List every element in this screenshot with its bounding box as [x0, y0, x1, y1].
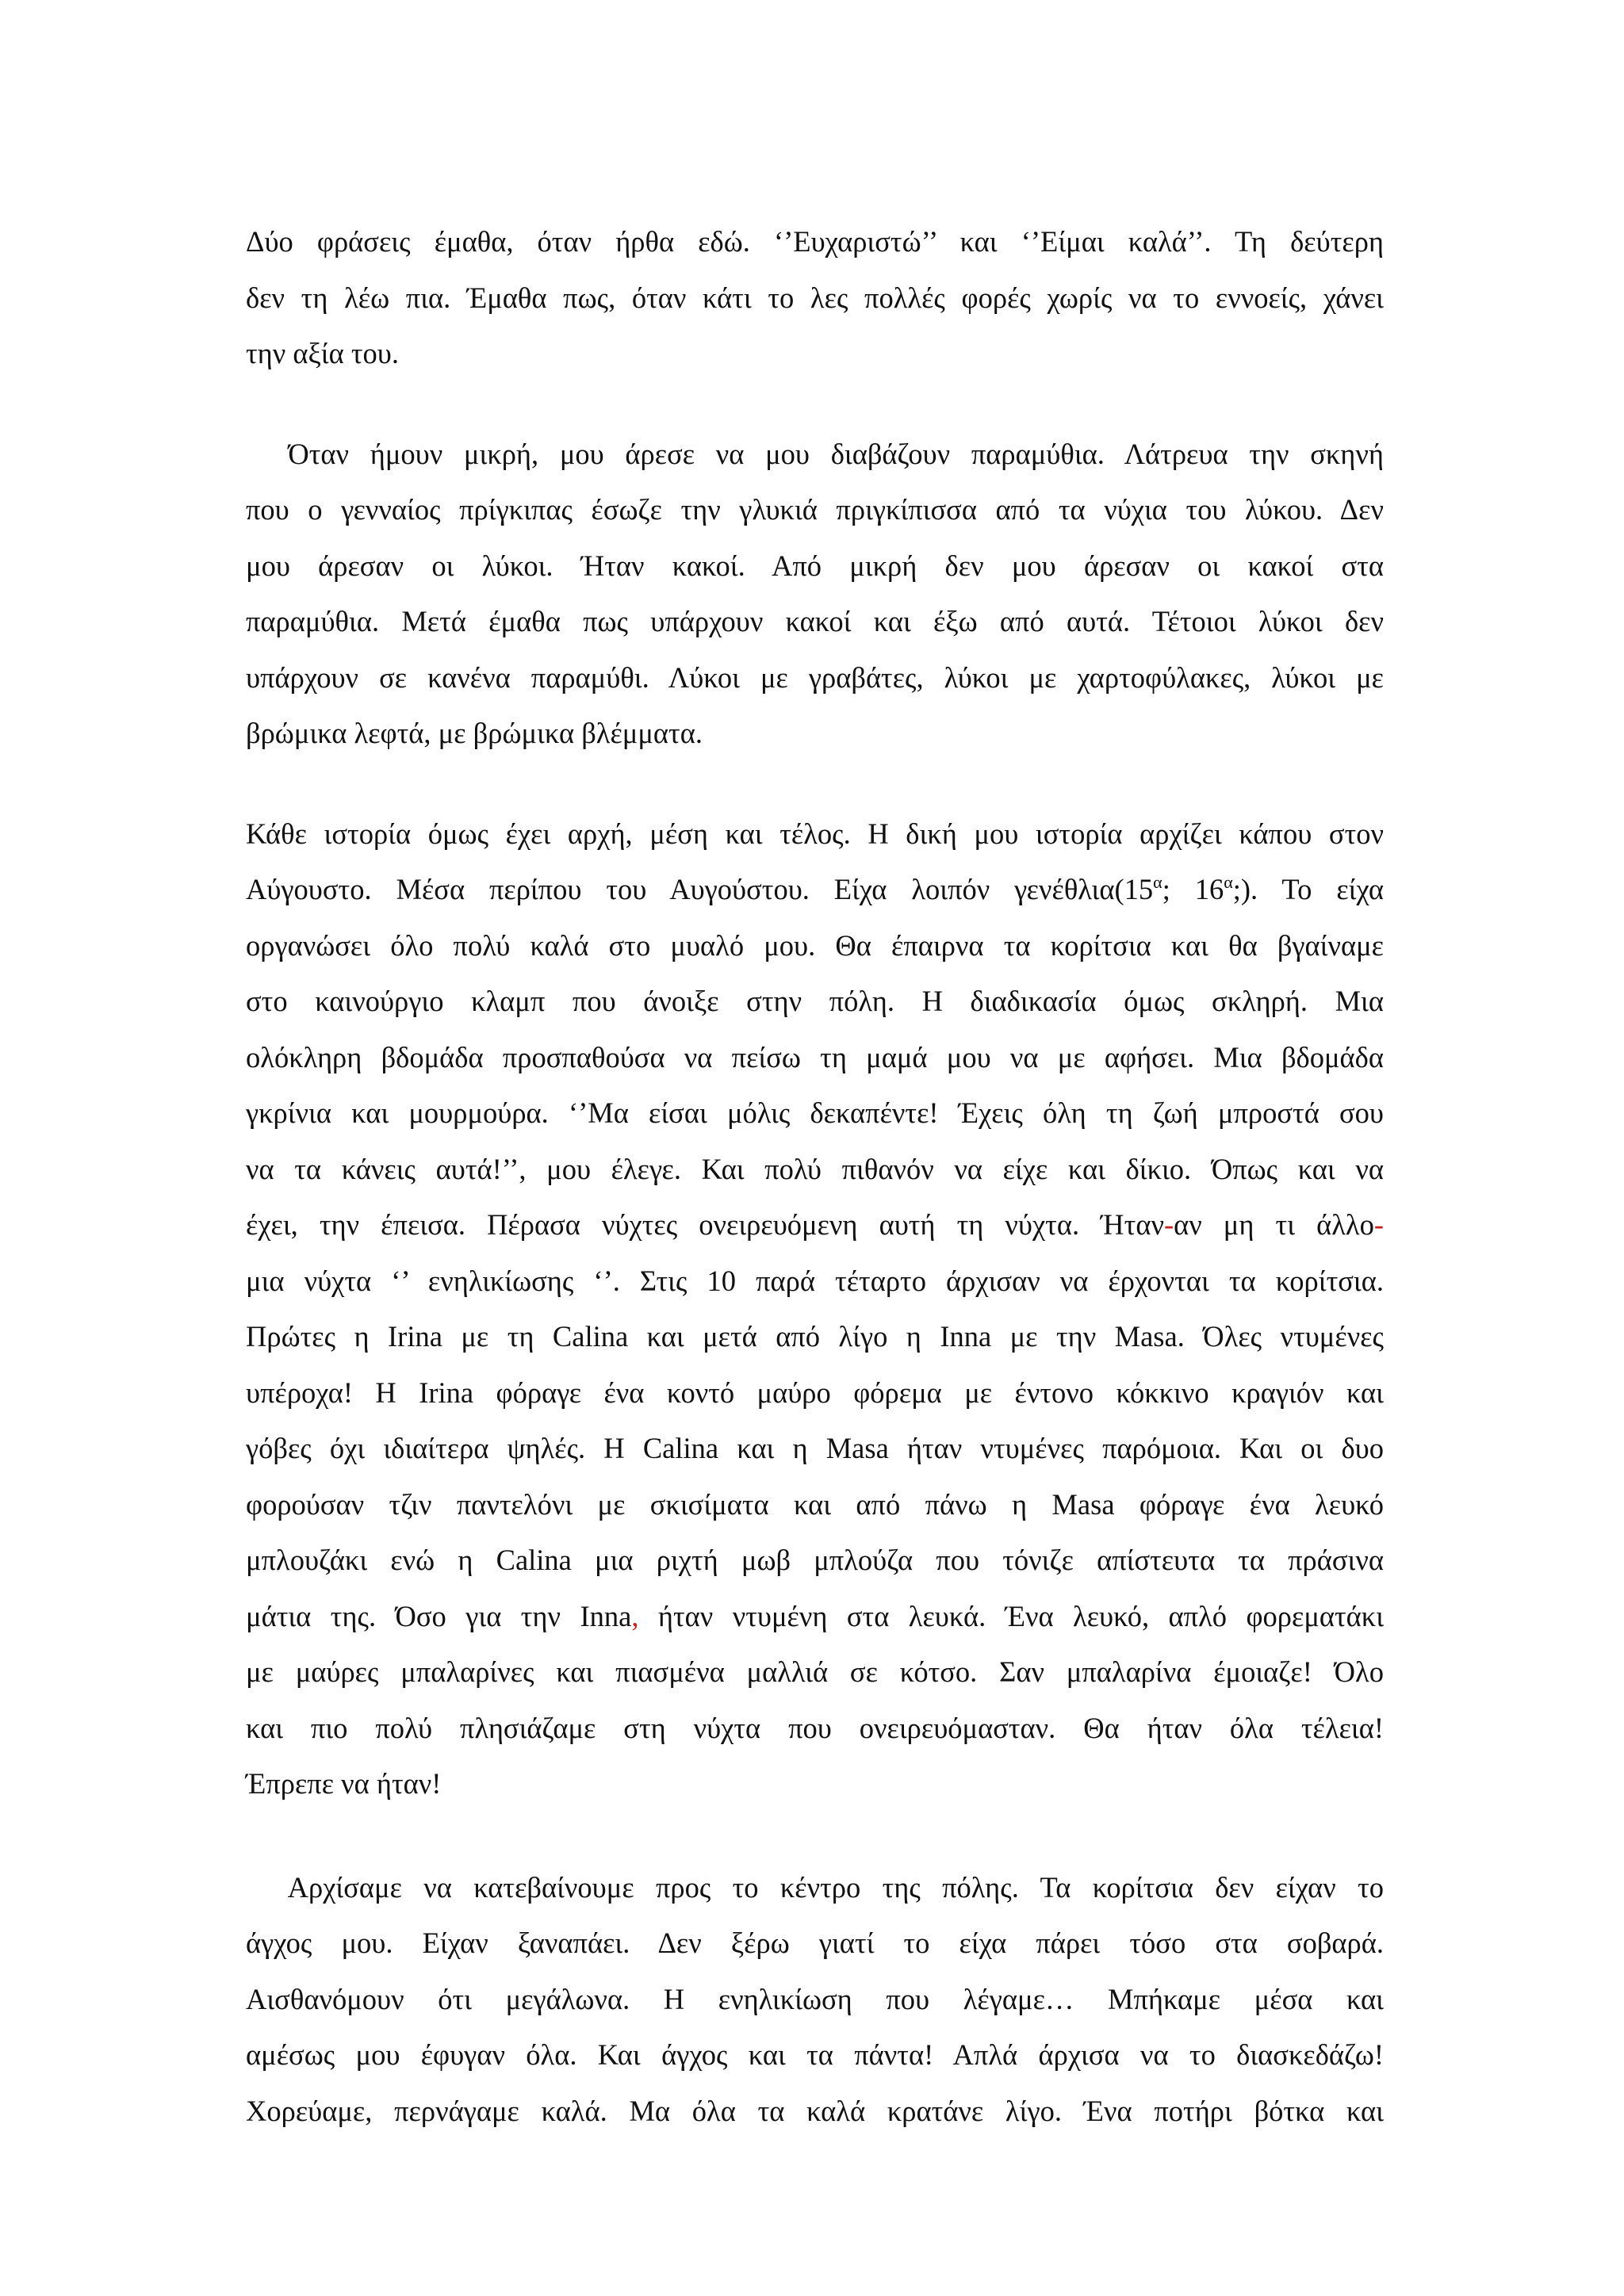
- red-comma: ,: [631, 1599, 639, 1632]
- text-line: αμέσως μου έφυγαν όλα. Και άγχος και τα πάντα! Απλά άρχισα να το διασκεδάζω!: [246, 2038, 1384, 2071]
- text-line: Δύο φράσεις έμαθα, όταν ήρθα εδώ. ‘’Ευχαριστώ’’ και ‘’Είμαι καλά’’. Τη δεύτερη: [246, 225, 1384, 258]
- text-line: μου άρεσαν οι λύκοι. Ήταν κακοί. Από μικρή δεν μου άρεσαν οι κακοί στα: [246, 549, 1384, 582]
- text-line: Πρώτες η Irina με τη Calina και μετά από λίγο η Inna με την Masa. Όλες ντυμένες: [246, 1320, 1384, 1353]
- text-segment: ; 16: [1162, 873, 1224, 905]
- text-line: Κάθε ιστορία όμως έχει αρχή, μέση και τέλος. Η δική μου ιστορία αρχίζει κάπου στον: [246, 817, 1384, 850]
- text-line: Αισθανόμουν ότι μεγάλωνα. Η ενηλικίωση που λέγαμε… Μπήκαμε μέσα και: [246, 1982, 1384, 2015]
- text-line: δεν τη λέω πια. Έμαθα πως, όταν κάτι το λες πολλές φορές χωρίς να το εννοείς, χάνει: [246, 281, 1384, 314]
- text-segment: ήταν ντυμένη στα λευκά. Ένα λευκό, απλό φορεματάκι: [638, 1599, 1385, 1632]
- text-line: υπάρχουν σε κανένα παραμύθι. Λύκοι με γραβάτες, λύκοι με χαρτοφύλακες, λύκοι με: [246, 660, 1384, 694]
- red-hyphen: -: [1373, 1208, 1384, 1241]
- text-line: Όταν ήμουν μικρή, μου άρεσε να μου διαβάζουν παραμύθια. Λάτρευα την σκηνή: [246, 437, 1384, 470]
- superscript: α: [1224, 872, 1233, 892]
- text-line: [246, 862, 1384, 918]
- text-segment: έχει, την έπεισα. Πέρασα νύχτες ονειρευόμενη αυτή τη νύχτα. Ήταν: [246, 1208, 1164, 1241]
- text-segment: ;). Το είχα: [1232, 873, 1384, 905]
- text-line: βρώμικα λεφτά, με βρώμικα βλέμματα.: [246, 717, 703, 749]
- text-line: ολόκληρη βδομάδα προσπαθούσα να πείσω τη μαμά μου να με αφήσει. Μια βδομάδα: [246, 1040, 1384, 1073]
- text-line: να τα κάνεις αυτά!’’, μου έλεγε. Και πολύ πιθανόν να είχε και δίκιο. Όπως και να: [246, 1152, 1384, 1185]
- text-line: μια νύχτα ‘’ ενηλικίωσης ‘’. Στις 10 παρά τέταρτο άρχισαν να έρχονται τα κορίτσια.: [246, 1264, 1384, 1297]
- text-line: οργανώσει όλο πολύ καλά στο μυαλό μου. Θα έπαιρνα τα κορίτσια και θα βγαίναμε: [246, 928, 1384, 962]
- paragraph-1: [246, 214, 1384, 382]
- document-page: [246, 214, 1384, 2139]
- text-line: στο καινούργιο κλαμπ που άνοιξε στην πόλη. Η διαδικασία όμως σκληρή. Μια: [246, 985, 1384, 1017]
- text-line: με μαύρες μπαλαρίνες και πιασμένα μαλλιά σε κότσο. Σαν μπαλαρίνα έμοιαζε! Όλο: [246, 1655, 1384, 1688]
- text-line: Αρχίσαμε να κατεβαίνουμε προς το κέντρο της πόλης. Τα κορίτσια δεν είχαν το: [246, 1870, 1384, 1904]
- text-line: μπλουζάκι ενώ η Calina μια ριχτή μωβ μπλούζα που τόνιζε απίστευτα τα πράσινα: [246, 1544, 1384, 1576]
- red-hyphen: -: [1163, 1208, 1174, 1241]
- text-line: [246, 1197, 1384, 1253]
- text-segment: αν μη τι άλλο: [1174, 1208, 1374, 1241]
- text-line: υπέροχα! Η Irina φόραγε ένα κοντό μαύρο φόρεμα με έντονο κόκκινο κραγιόν και: [246, 1376, 1384, 1409]
- text-segment: μάτια της. Όσο για την Inna: [246, 1599, 632, 1632]
- paragraph-3: [246, 806, 1384, 1812]
- text-line: γόβες όχι ιδιαίτερα ψηλές. Η Calina και η Masa ήταν ντυμένες παρόμοια. Και οι δυο: [246, 1432, 1384, 1464]
- text-line: [246, 1589, 1384, 1645]
- paragraph-4: [246, 1860, 1384, 2140]
- text-line: και πιο πολύ πλησιάζαμε στη νύχτα που ονειρευόμασταν. Θα ήταν όλα τέλεια!: [246, 1711, 1384, 1744]
- text-line: που ο γενναίος πρίγκιπας έσωζε την γλυκιά πριγκίπισσα από τα νύχια του λύκου. Δεν: [246, 493, 1384, 526]
- text-line: γκρίνια και μουρμούρα. ‘’Μα είσαι μόλις δεκαπέντε! Έχεις όλη τη ζωή μπροστά σου: [246, 1096, 1384, 1129]
- superscript: α: [1153, 872, 1162, 892]
- text-segment: Αύγουστο. Μέσα περίπου του Αυγούστου. Είχα λοιπόν γενέθλια(15: [246, 873, 1154, 905]
- text-line: Χορεύαμε, περνάγαμε καλά. Μα όλα τα καλά κρατάνε λίγο. Ένα ποτήρι βότκα και: [246, 2094, 1384, 2127]
- text-line: Έπρεπε να ήταν!: [246, 1767, 442, 1800]
- text-line: την αξία του.: [246, 337, 399, 369]
- paragraph-2: [246, 427, 1384, 762]
- text-line: άγχος μου. Είχαν ξαναπάει. Δεν ξέρω γιατί το είχα πάρει τόσο στα σοβαρά.: [246, 1927, 1384, 1959]
- text-line: παραμύθια. Μετά έμαθα πως υπάρχουν κακοί και έξω από αυτά. Τέτοιοι λύκοι δεν: [246, 605, 1384, 637]
- text-line: φορούσαν τζιν παντελόνι με σκισίματα και από πάνω η Masa φόραγε ένα λευκό: [246, 1487, 1384, 1521]
